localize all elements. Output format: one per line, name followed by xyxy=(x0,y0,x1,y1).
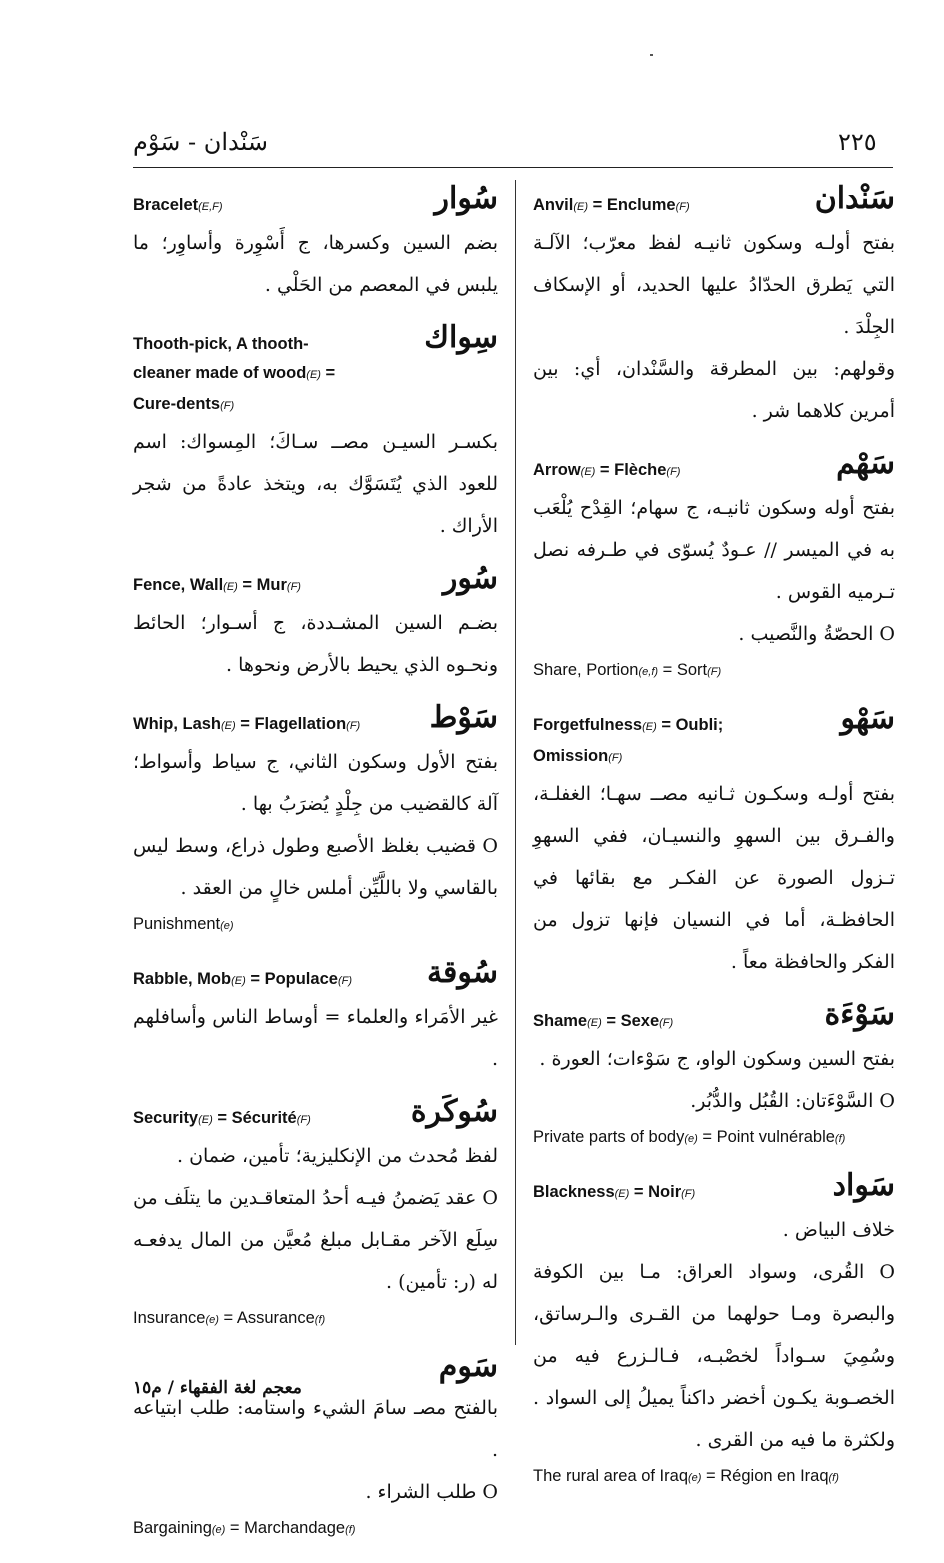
arabic-definition xyxy=(133,1135,498,1303)
footer-signature: معجم لغة الفقهاء / م١٥ xyxy=(133,1378,302,1398)
definition-paragraph: وقولهم: بين المطرقة والسَّنْدان، أي: بين أمرين كلاهما شر . xyxy=(533,358,895,422)
language-tag: (F) xyxy=(346,720,361,732)
language-tag: (e) xyxy=(684,1133,698,1145)
headword: سَواد xyxy=(832,1168,895,1203)
entry-header xyxy=(133,561,498,602)
definition-paragraph: لفظ مُحدث من الإنكليزية؛ تأمين، ضمان . xyxy=(176,1145,498,1167)
translation-term: Bargaining xyxy=(133,1519,212,1537)
language-tag: (E) xyxy=(221,720,236,732)
english-term: Rabble, Mob xyxy=(133,970,232,988)
language-tag: (F) xyxy=(337,975,352,987)
english-equivalent xyxy=(133,1353,363,1359)
arabic-definition xyxy=(133,421,498,547)
dictionary-entry xyxy=(533,701,895,983)
english-equivalent xyxy=(533,185,763,222)
english-term: Blackness xyxy=(533,1183,615,1201)
headword: سَوم xyxy=(438,1349,498,1384)
french-term: = Oubli; Omission xyxy=(533,716,724,765)
french-term: = Cure-dents xyxy=(133,364,336,413)
french-term: = Mur xyxy=(237,576,287,594)
headword: سَنْدان xyxy=(814,181,895,216)
dictionary-entry xyxy=(533,446,895,687)
headword: سَهْم xyxy=(836,446,895,481)
definition-paragraph: بفتح الأول وسكون الثاني، ج سياط وأسواط؛ آلة كالقضيب من جِلْدٍ يُضرَبُ بها . xyxy=(133,751,498,815)
english-equivalent xyxy=(133,1098,363,1135)
english-equivalent xyxy=(533,705,763,773)
dictionary-entry xyxy=(133,561,498,686)
translation-french: = Région en Iraq xyxy=(701,1467,829,1485)
headword: سُوقة xyxy=(426,955,498,990)
entry-header xyxy=(133,700,498,741)
headword: سَهْو xyxy=(840,701,895,736)
definition-paragraph: O عقد يَضمنُ فيـه أحدُ المتعاقـدين ما يتلَف من سِلَع الآخر مقـابل مبلغ مُعيَّن من المال يدفعـه له (ر: تأمين) . xyxy=(133,1187,498,1293)
french-term: = Flagellation xyxy=(235,715,347,733)
dictionary-entry xyxy=(133,181,498,306)
french-term: = Enclume xyxy=(588,196,676,214)
definition-paragraph: بضـم السين المشـددة، ج أسـوار؛ الحائط ونحـوه الذي يحيط بالأرض ونحوها . xyxy=(133,612,498,676)
language-tag: (E) xyxy=(231,975,246,987)
translation-french: = Marchandage xyxy=(225,1519,346,1537)
headword: سُور xyxy=(442,561,498,596)
translation-term: Insurance xyxy=(133,1309,206,1327)
english-term: Fence, Wall xyxy=(133,576,224,594)
left-column xyxy=(133,181,498,1563)
french-term: = Flèche xyxy=(595,461,667,479)
headword: سُوكَرة xyxy=(410,1094,498,1129)
sense-translation xyxy=(533,655,895,687)
definition-paragraph: O القُرى، وسواد العراق: مـا بين الكوفة والبصرة ومـا حولهما من القـرى والـرساتق، وسُمِيَ سـواداً لخصْبـه، فـالـزرع فيه من الخصـوبة يكـون أخضر داكناً يميلُ إلى السواد . ولكثرة ما فيه من القرى . xyxy=(533,1261,895,1451)
definition-paragraph: O قضيب بغلظ الأصبع وطول ذراع، وسط ليس بالقاسي ولا باللَّيِّن أملس خالٍ من العقد . xyxy=(133,835,498,899)
arabic-definition xyxy=(533,1038,895,1122)
definition-paragraph: بفتح أولـه وسكـون ثـانيه مصــ سهـا؛ الغفلـة، والفـرق بين السهوِ والنسيـان، ففي السهوِ تـزول الصورة عن الفكـر مع بقائها في الحافظـة، أما في النسيان فإنها تزول من الفكر والحافظة معاً . xyxy=(533,783,895,973)
dictionary-entry xyxy=(533,997,895,1154)
translation-french: = Sort xyxy=(658,661,708,679)
language-tag: (F) xyxy=(681,1188,696,1200)
headword: سُوار xyxy=(434,181,498,216)
headword: سِواك xyxy=(424,320,498,355)
definition-paragraph: غير الأمَراء والعلماء = أوساط الناس وأسافلهم . xyxy=(133,1006,498,1070)
english-term: Anvil xyxy=(533,196,574,214)
running-title: سَنْدان - سَوْم xyxy=(133,128,268,156)
english-equivalent xyxy=(133,565,363,602)
language-tag: (F) xyxy=(296,1114,311,1126)
entry-header xyxy=(533,997,895,1038)
language-tag: (E) xyxy=(198,1114,213,1126)
arabic-definition xyxy=(133,996,498,1080)
dictionary-entry xyxy=(133,700,498,941)
language-tag: (E) xyxy=(306,369,321,381)
english-term: Forgetfulness xyxy=(533,716,643,734)
entry-header xyxy=(133,1094,498,1135)
arabic-definition xyxy=(133,1387,498,1513)
language-tag: (F) xyxy=(675,201,690,213)
arabic-definition xyxy=(533,487,895,655)
page-number: ٢٢٥ xyxy=(838,128,877,156)
column-divider xyxy=(515,180,516,1345)
english-term: Whip, Lash xyxy=(133,715,221,733)
arabic-definition xyxy=(533,773,895,983)
translation-term: Punishment xyxy=(133,915,221,933)
dictionary-entry xyxy=(533,181,895,432)
definition-paragraph: بفتح أولـه وسكون ثانيـه لفظ معرّب؛ الآلـة التي يَطرق الحدّادُ عليها الحديد، أو الإسكاف الجِلْدَ . xyxy=(533,232,895,338)
arabic-definition xyxy=(533,222,895,432)
definition-paragraph: بضم السين وكسرها، ج أَسْوِرة وأساوِر؛ ما يلبس في المعصم من الحَلْي . xyxy=(133,232,498,296)
entry-header xyxy=(133,955,498,996)
entry-header xyxy=(533,446,895,487)
language-tag: (E) xyxy=(573,201,589,213)
language-tag: (F) xyxy=(286,581,301,593)
sense-translation xyxy=(133,1303,498,1335)
language-tag: (e) xyxy=(211,1524,226,1536)
language-tag: (E) xyxy=(223,581,238,593)
headword: سَوْءَة xyxy=(824,997,895,1032)
dictionary-entry xyxy=(133,1094,498,1335)
french-term: = Sécurité xyxy=(212,1109,297,1127)
translation-french: = Assurance xyxy=(218,1309,315,1327)
definition-paragraph: O الحصّةُ والنَّصيب . xyxy=(738,623,895,645)
arabic-definition xyxy=(533,1209,895,1461)
english-term: Security xyxy=(133,1109,199,1127)
english-term: Thooth-pick, A thooth-cleaner made of wood xyxy=(133,335,309,382)
definition-paragraph: بالفتح مصـ سامَ الشيء واستامه: طلب ابتياعه . xyxy=(133,1397,498,1461)
definition-paragraph: O طلب الشراء . xyxy=(365,1481,498,1503)
english-term: Shame xyxy=(533,1012,588,1030)
definition-paragraph: خلاف البياض . xyxy=(782,1219,895,1241)
language-tag: (F) xyxy=(220,400,235,412)
language-tag: (E,F) xyxy=(198,201,223,213)
dictionary-entry xyxy=(533,1168,895,1493)
language-tag: (E) xyxy=(614,1188,630,1200)
definition-paragraph: بكسـر السيـن مصــ سـاكَ؛ المِسواك: اسم للعود الذي يُتَسَوَّك به، ويتخذ عادةً من شجر الأراك . xyxy=(133,431,498,537)
definition-paragraph: بفتح أوله وسكون ثانيـه، ج سهام؛ القِدْح يُلْعَب به في الميسر // عـودٌ يُسوّى في طـرفه نصل تـرميه القوس . xyxy=(533,497,895,603)
language-tag: (f) xyxy=(314,1314,326,1326)
language-tag: (F) xyxy=(659,1017,674,1029)
definition-paragraph: O السَّوْءَتان: القُبُل والدُّبُر. xyxy=(690,1090,895,1112)
arabic-definition xyxy=(133,222,498,306)
entry-header xyxy=(133,181,498,222)
english-equivalent xyxy=(133,185,363,222)
entry-header xyxy=(533,1168,895,1209)
language-tag: (E) xyxy=(642,721,657,733)
translation-term: Share, Portion xyxy=(533,661,639,679)
english-equivalent xyxy=(533,1001,763,1038)
right-column xyxy=(533,181,895,1511)
header-rule xyxy=(133,167,893,168)
language-tag: (f) xyxy=(828,1472,839,1484)
language-tag: (E) xyxy=(587,1017,602,1029)
dictionary-entry xyxy=(133,320,498,547)
english-equivalent xyxy=(133,704,363,741)
french-term: = Populace xyxy=(245,970,338,988)
language-tag: (e) xyxy=(220,920,234,932)
french-term: = Noir xyxy=(629,1183,682,1201)
french-term: = Sexe xyxy=(601,1012,660,1030)
language-tag: (e,f) xyxy=(638,666,659,678)
definition-paragraph: بفتح السين وسكون الواو، ج سَوْءات؛ العورة . xyxy=(539,1048,895,1070)
language-tag: (e) xyxy=(688,1472,702,1484)
translation-french: = Point vulnérable xyxy=(697,1128,835,1146)
dictionary-entry xyxy=(133,955,498,1080)
translation-term: The rural area of Iraq xyxy=(533,1467,688,1485)
language-tag: (e) xyxy=(205,1314,219,1326)
sense-translation xyxy=(133,909,498,941)
arabic-definition xyxy=(133,741,498,909)
english-term: Arrow xyxy=(533,461,581,479)
language-tag: (f) xyxy=(834,1133,846,1145)
language-tag: (F) xyxy=(608,752,623,764)
entry-header xyxy=(533,701,895,773)
sense-translation xyxy=(133,1513,498,1545)
english-equivalent xyxy=(133,959,363,996)
translation-term: Private parts of body xyxy=(533,1128,685,1146)
entry-header xyxy=(533,181,895,222)
english-equivalent xyxy=(133,324,363,421)
english-term: Bracelet xyxy=(133,196,199,214)
speck xyxy=(650,54,653,56)
english-equivalent xyxy=(533,450,763,487)
english-equivalent xyxy=(533,1172,763,1209)
language-tag: (F) xyxy=(666,466,681,478)
arabic-definition xyxy=(133,602,498,686)
language-tag: (E) xyxy=(580,466,596,478)
language-tag: (F) xyxy=(707,666,722,678)
entry-header xyxy=(133,320,498,421)
headword: سَوْط xyxy=(429,700,498,735)
sense-translation xyxy=(533,1122,895,1154)
language-tag: (f) xyxy=(345,1524,356,1536)
sense-translation xyxy=(533,1461,895,1493)
